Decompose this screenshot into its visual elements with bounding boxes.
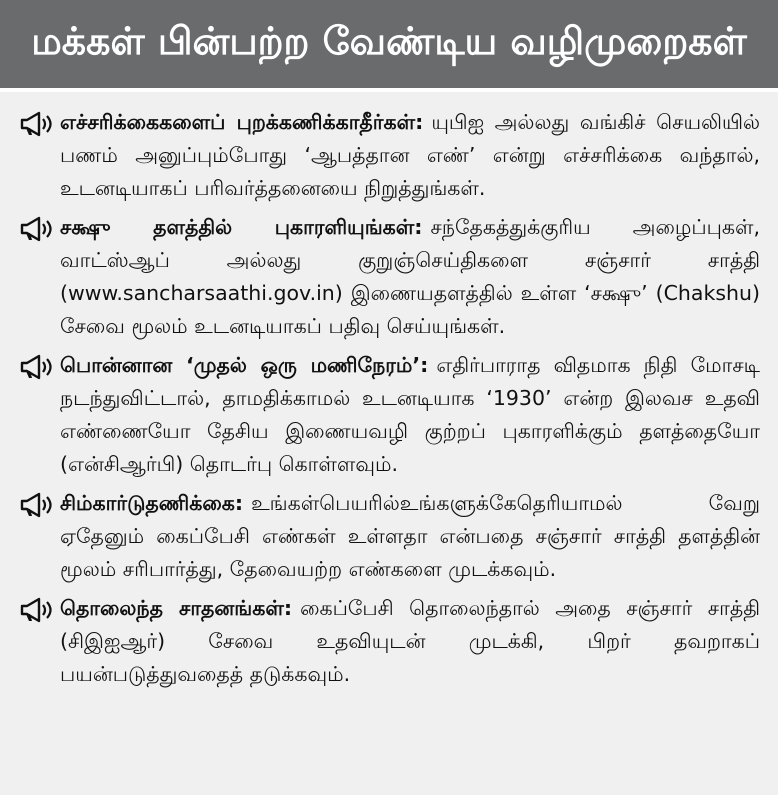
- item-text: உங்கள்பெயரில்உங்களுக்கேதெரியாமல் வேறு ஏதேனும் கைப்பேசி எண்கள் உள்ளதா என்பதை சஞ்சார் சாத்தி தளத்தின் மூலம் சரிபார்த்து, தேவையற்ற எண்களை முடக்கவும்.: [60, 491, 760, 581]
- megaphone-icon: [18, 354, 54, 380]
- item-text: யுபிஐ அல்லது வங்கிச் செயலியில் பணம் அனுப்பும்போது ‘ஆபத்தான எண்’ என்று எச்சரிக்கை வந்தால், உடனடியாகப் பரிவர்த்தனையை நிறுத்துங்கள்.: [60, 110, 761, 200]
- list-item: [18, 592, 760, 691]
- item-heading: சிம்கார்டுதணிக்கை:: [60, 491, 244, 515]
- megaphone-icon: [18, 597, 54, 623]
- item-text: எதிர்பாராத விதமாக நிதி மோசடி நடந்துவிட்டால், தாமதிக்காமல் உடனடியாக ‘1930’ என்ற இலவச உதவி எண்ணையோ தேசிய இணையவழி குற்றப் புகாரளிக்கும் தளத்தையோ (என்சிஆர்பி) தொடர்பு கொள்ளவும்.: [60, 353, 760, 476]
- item-text: கைப்பேசி தொலைந்தால் அதை சஞ்சார் சாத்தி (சிஇஐஆர்) சேவை உதவியுடன் முடக்கி, பிறர் தவறாகப் பயன்படுத்துவதைத் தடுக்கவும்.: [60, 596, 760, 686]
- megaphone-icon: [18, 492, 54, 518]
- item-heading: சக்ஷு தளத்தில் புகாரளியுங்கள்:: [60, 215, 423, 239]
- page-title: மக்கள் பின்பற்ற வேண்டிய வழிமுறைகள்: [0, 0, 778, 88]
- list-item: [18, 349, 760, 481]
- list-item: [18, 487, 760, 586]
- megaphone-icon: [18, 216, 54, 242]
- list-item: [18, 106, 760, 205]
- list-item: [18, 211, 760, 343]
- item-text: சந்தேகத்துக்குரிய அழைப்புகள், வாட்ஸ்ஆப் அல்லது குறுஞ்செய்திகளை சஞ்சார் சாத்தி (www.sancharsaathi.gov.in) இணையதளத்தில் உள்ள ‘சக்ஷு’ (Chakshu) சேவை மூலம் உடனடியாகப் பதிவு செய்யுங்கள்.: [60, 215, 760, 338]
- item-heading: பொன்னான ‘முதல் ஒரு மணிநேரம்’:: [60, 353, 429, 377]
- item-heading: தொலைந்த சாதனங்கள்:: [60, 596, 293, 620]
- item-heading: எச்சரிக்கைகளைப் புறக்கணிக்காதீர்கள்:: [60, 110, 424, 134]
- megaphone-icon: [18, 111, 54, 137]
- guidelines-list: [0, 92, 778, 691]
